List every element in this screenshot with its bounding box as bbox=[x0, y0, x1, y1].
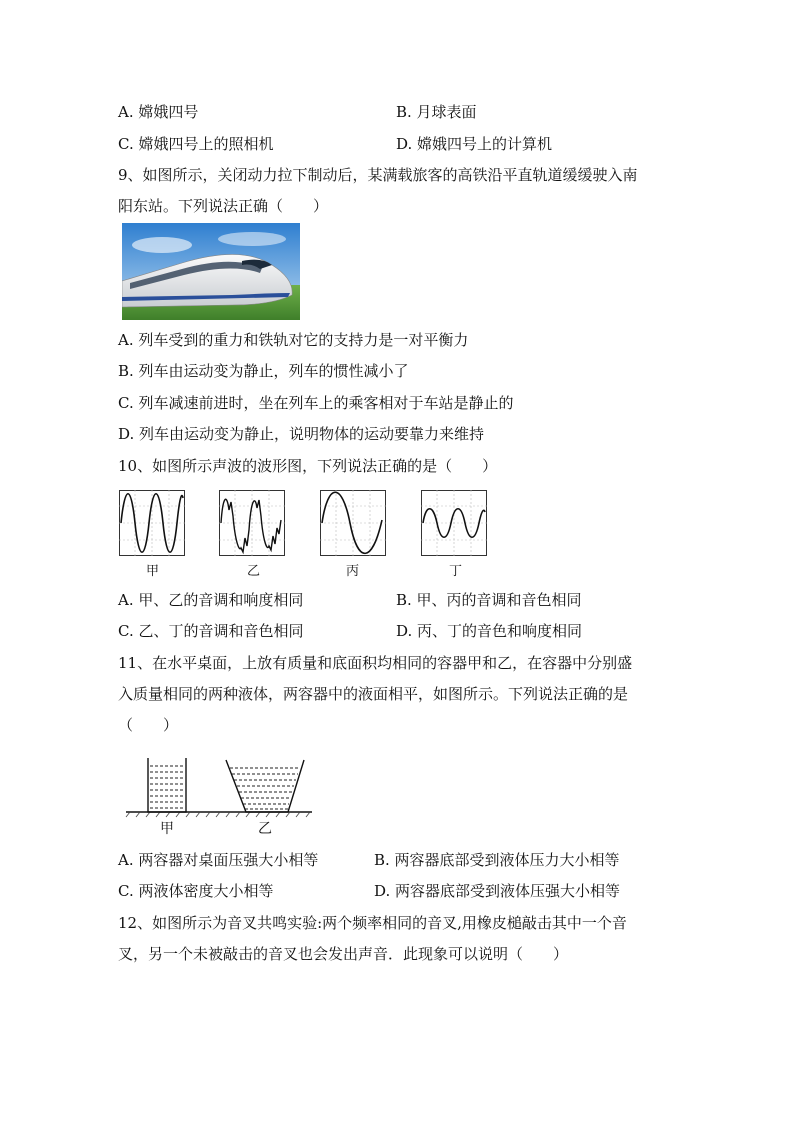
waveform-label-bing: 丙 bbox=[346, 564, 360, 579]
q12-stem-line1: 12、如图所示为音叉共鸣实验:两个频率相同的音叉,用橡皮槌敲击其中一个音 bbox=[118, 914, 627, 932]
q8-option-d: D. 嫦娥四号上的计算机 bbox=[396, 135, 553, 153]
q10-option-a: A. 甲、乙的音调和响度相同 bbox=[118, 591, 304, 609]
q11-option-d: D. 两容器底部受到液体压强大小相等 bbox=[374, 882, 621, 900]
q11-stem-line2: 入质量相同的两种液体，两容器中的液面相平，如图所示。下列说法正确的是 bbox=[118, 685, 629, 703]
waveform-label-ding: 丁 bbox=[449, 564, 463, 579]
q9-option-b: B. 列车由运动变为静止，列车的惯性减小了 bbox=[118, 362, 409, 380]
q11-option-a: A. 两容器对桌面压强大小相等 bbox=[118, 851, 319, 869]
q11-option-c: C. 两液体密度大小相等 bbox=[118, 882, 274, 900]
q8-option-c: C. 嫦娥四号上的照相机 bbox=[118, 135, 274, 153]
train-photo bbox=[122, 223, 300, 320]
q10-stem: 10、如图所示声波的波形图，下列说法正确的是（ ） bbox=[118, 457, 498, 475]
q11-stem-line1: 11、在水平桌面，上放有质量和底面积均相同的容器甲和乙，在容器中分别盛 bbox=[118, 654, 633, 672]
waveform-jia bbox=[119, 490, 185, 556]
waveform-ding bbox=[421, 490, 487, 556]
q9-stem-line2: 阳东站。下列说法正确（ ） bbox=[118, 197, 329, 215]
q8-option-b: B. 月球表面 bbox=[396, 103, 477, 121]
waveform-label-jia: 甲 bbox=[146, 564, 160, 579]
container-label-yi: 乙 bbox=[258, 821, 272, 837]
q11-option-b: B. 两容器底部受到液体压力大小相等 bbox=[374, 851, 620, 869]
q12-stem-line2: 叉，另一个未被敲击的音叉也会发出声音．此现象可以说明（ ） bbox=[118, 945, 569, 963]
q10-option-b: B. 甲、丙的音调和音色相同 bbox=[396, 591, 582, 609]
q11-stem-line3: （ ） bbox=[118, 716, 179, 734]
q9-option-a: A. 列车受到的重力和铁轨对它的支持力是一对平衡力 bbox=[118, 331, 469, 349]
q8-option-a: A. 嫦娥四号 bbox=[118, 103, 199, 121]
q10-option-c: C. 乙、丁的音调和音色相同 bbox=[118, 622, 304, 640]
container-label-jia: 甲 bbox=[160, 821, 174, 837]
waveform-yi bbox=[219, 490, 285, 556]
waveform-bing bbox=[320, 490, 386, 556]
containers-figure bbox=[124, 756, 314, 818]
q9-stem-line1: 9、如图所示，关闭动力拉下制动后，某满载旅客的高铁沿平直轨道缓缓驶入南 bbox=[118, 166, 638, 184]
q9-option-d: D. 列车由运动变为静止，说明物体的运动要靠力来维持 bbox=[118, 425, 485, 443]
q10-option-d: D. 丙、丁的音色和响度相同 bbox=[396, 622, 583, 640]
waveform-label-yi: 乙 bbox=[247, 564, 261, 579]
q9-option-c: C. 列车减速前进时，坐在列车上的乘客相对于车站是静止的 bbox=[118, 394, 514, 412]
